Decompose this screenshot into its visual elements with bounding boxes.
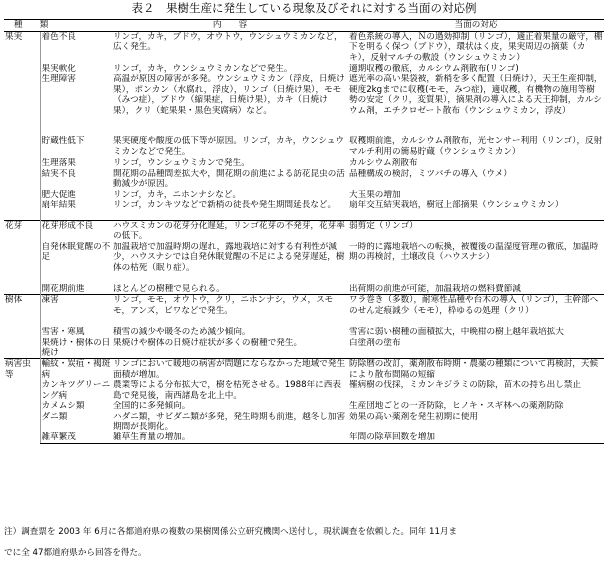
content-cell: リンゴ，モモ，オウトウ，クリ，ニホンナシ，ウメ，スモモ，アンズ，ビワなどで発生。 <box>112 295 348 328</box>
subcategory-cell: 生理落果 <box>40 158 112 168</box>
content-cell: ハウスミカンの花芽分化遅延，リンゴ花芽の不発芽，花芽率の低下。 <box>112 221 348 242</box>
response-cell: 扇年交互結実栽培，樹冠上部摘果（ウンシュウミカン） <box>349 200 564 211</box>
table-body <box>4 32 604 444</box>
response-cell: 雪害に弱い樹種の面積拡大，中晩柑の樹上越年栽培拡大 <box>349 327 564 338</box>
content-cell: 高温が原因の障害が多発。ウンシュウミカン（浮皮，日焼け果），ポンカン（水腐れ，浮皮），リンゴ（日焼け果），モモ（みつ症），ブドウ（縮果症，日焼け果），カキ（日焼け果），クリ（蛇果果・黒色実腐病）など。 <box>113 74 345 116</box>
content-cell: 全国的に多発傾向。 <box>113 401 191 412</box>
content-cell: 雑草生育量の増加。 <box>112 432 348 443</box>
table-row <box>4 32 604 65</box>
table-row <box>4 200 604 221</box>
subcategory-cell: 肥大促進 <box>40 190 112 200</box>
content-cell: 加温栽培で加温時期の遅れ，露地栽培に対する有利性が減少，ハウスナシでは自発休眠覚醒の不足による発芽遅延，樹体の枯死（眠り症）。 <box>113 241 345 273</box>
content-cell: リンゴ，ウンシュウミカンで発生。 <box>113 158 250 169</box>
subcategory-cell: 凍害 <box>40 295 112 328</box>
table-row <box>4 359 604 380</box>
content-cell: 農業等による分布拡大で，樹を枯死させる。1988年に西表島で発見後，南西諸島を北上中。 <box>113 380 341 401</box>
response-cell: 白塗剤の塗布 <box>349 337 401 348</box>
content-cell: 開花期の品種間差拡大や，開花期の前進による訪花昆虫の活動減少が原因。 <box>113 168 345 190</box>
table-row <box>4 221 604 242</box>
response-cell: 一時的に露地栽培への転換，被覆後の温湿度管理の徹底，加温時期の再検討，土壌改良（ハウスナシ） <box>349 241 599 263</box>
content-cell: 果実硬度や酸度の低下等が原因。リンゴ，カキ，ウンシュウミカンなどで発生。 <box>113 136 344 157</box>
subcategory-cell: 花芽形成不良 <box>40 221 112 242</box>
table-row <box>4 136 604 158</box>
table-row <box>4 64 604 74</box>
table-row <box>4 74 604 136</box>
subcategory-cell: 輸紋・炭疽・褐斑病 <box>41 359 111 380</box>
response-cell: 適期収穫の徹底，カルシウム剤散布(リンゴ) <box>349 64 519 74</box>
table-row <box>4 401 604 411</box>
table-row <box>4 432 604 443</box>
subcategory-cell: 生理障害 <box>40 74 112 136</box>
content-cell: リンゴにおいて暖地の病害が問題にならなかった地域で発生面積が増加。 <box>112 359 348 380</box>
table-row <box>4 242 604 284</box>
content-cell: 果焼けや樹体の日焼け症状が多くの樹種で発生。 <box>113 337 303 348</box>
response-cell: 大玉果の増加 <box>349 189 401 200</box>
content-cell: リンゴ，カキ，ウンシュウミカンなどで発生。 <box>113 64 293 74</box>
content-cell: ほとんどの樹種で見られる。 <box>113 283 225 294</box>
content-cell: リンゴ，カキ，ブドウ，オウトウ，ウンシュウミカンなど，広く発生。 <box>112 32 348 65</box>
response-cell: 着色系統の導入，Ｎの過効抑制（リンゴ），適正着果量の厳守，棚下を明るく保つ（ブドウ），環状はく皮，果実周辺の摘葉（カキ），反射マルチの敷設（ウンシュウミカン） <box>349 32 603 63</box>
response-cell: 罹病樹の伐採，ミカンキジラミの防除，苗木の持ち出し禁止 <box>349 380 581 391</box>
table-row <box>4 284 604 295</box>
category-cell: 果実 <box>4 32 40 221</box>
subcategory-cell: 自発休眠覚醒の不足 <box>40 242 112 284</box>
response-cell: 防除暦の改訂，薬剤散布時期・農薬の種類について再検討，天候により散布間隔の短縮 <box>348 359 604 380</box>
content-cell: ハダニ類，サビダニ類が多発，発生時期も前進，越冬し加害期間が長期化。 <box>113 411 346 432</box>
subcategory-cell: 着色不良 <box>40 32 112 65</box>
subcategory-cell: 雑草繁茂 <box>40 432 112 443</box>
response-cell: 遮光率の高い果袋被，新梢を多く配置（日焼け），天王生産抑制，硬度2kgまでに収穫(モモ，みつ症)，適収穫，有機物の施用等樹勢の安定（クリ，変質果），摘果剤の導入による天王抑制，カルシウム剤，エチクロゼート散布（ウンシュウミカン，浮皮） <box>349 74 603 116</box>
subcategory-cell: 果焼け・樹体の日焼け <box>41 337 111 359</box>
footnote-line-1: 注）調査票を 2003 年 6月に各都道府県の複数の果樹関係公立研究機関へ送付し，現状調査を依頼した。同年 11月ま <box>4 527 458 537</box>
category-cell: 病害虫等 <box>4 359 40 443</box>
content-cell: リンゴ，カンキツなどで新梢の徒長や発生期間延長など。 <box>113 200 337 211</box>
subcategory-cell: カンキツグリーニング病 <box>41 380 111 401</box>
table-row <box>4 338 604 359</box>
content-cell: リンゴ，カキ，ニホンナシなど。 <box>113 189 242 200</box>
category-cell: 樹体 <box>4 295 40 359</box>
table-row <box>4 380 604 401</box>
response-cell: 弱剪定（リンゴ） <box>348 221 604 242</box>
footnote-line-2: でに全 47都道府県から回答を得た。 <box>4 548 147 558</box>
response-cell: 収穫期前進，カルシウム剤散布，光センサー利用（リンゴ），反射マルチ利用の簡易貯蔵（ウンシュウミカン） <box>349 136 603 157</box>
subcategory-cell: 扇年結果 <box>40 200 112 221</box>
content-cell: 積雪の減少や暖冬のため減少傾向。 <box>113 327 251 338</box>
table-row <box>4 169 604 190</box>
table-row <box>4 412 604 433</box>
response-cell: 年間の除草回数を増加 <box>348 432 604 443</box>
header-response: 当面の対応 <box>348 20 604 32</box>
response-cell: 品種構成の検討，ミツバチの導入（ウメ） <box>349 168 512 179</box>
response-cell: 出荷期の前進が可能，加温栽培の燃料費節減 <box>349 283 521 294</box>
response-cell: 効果の高い薬剤を発生初期に使用 <box>349 411 478 422</box>
subcategory-cell: 貯蔵性低下 <box>40 136 112 158</box>
subcategory-cell: 果実軟化 <box>40 64 112 74</box>
table-row <box>4 190 604 200</box>
response-table <box>4 19 604 444</box>
subcategory-cell: 開花期前進 <box>40 284 112 295</box>
header-content: 内 容 <box>112 20 348 32</box>
subcategory-cell: 結実不良 <box>40 169 112 190</box>
response-cell: カルシウム剤散布 <box>349 158 418 169</box>
response-cell: 生産団地ごとの一斉防除，ヒノキ・スギ林への薬剤防除 <box>349 401 564 412</box>
header-row <box>4 20 604 32</box>
header-kind: 種 類 <box>4 20 112 32</box>
subcategory-cell: 雪害・寒風 <box>40 327 112 337</box>
table-row <box>4 327 604 337</box>
subcategory-cell: カメムシ類 <box>40 401 112 411</box>
subcategory-cell: ダニ類 <box>40 412 112 433</box>
response-cell: ワラ巻き（多数），耐寒性品種や台木の導入（リンゴ），主幹部へのせん定痕減少（モモ），枠ゆるの処理（クリ） <box>348 295 604 328</box>
table-row <box>4 295 604 328</box>
table-row <box>4 158 604 168</box>
table-title: 表２ 果樹生産に発生している現象及びそれに対する当面の対応例 <box>131 1 477 15</box>
category-cell: 花芽 <box>4 221 40 295</box>
